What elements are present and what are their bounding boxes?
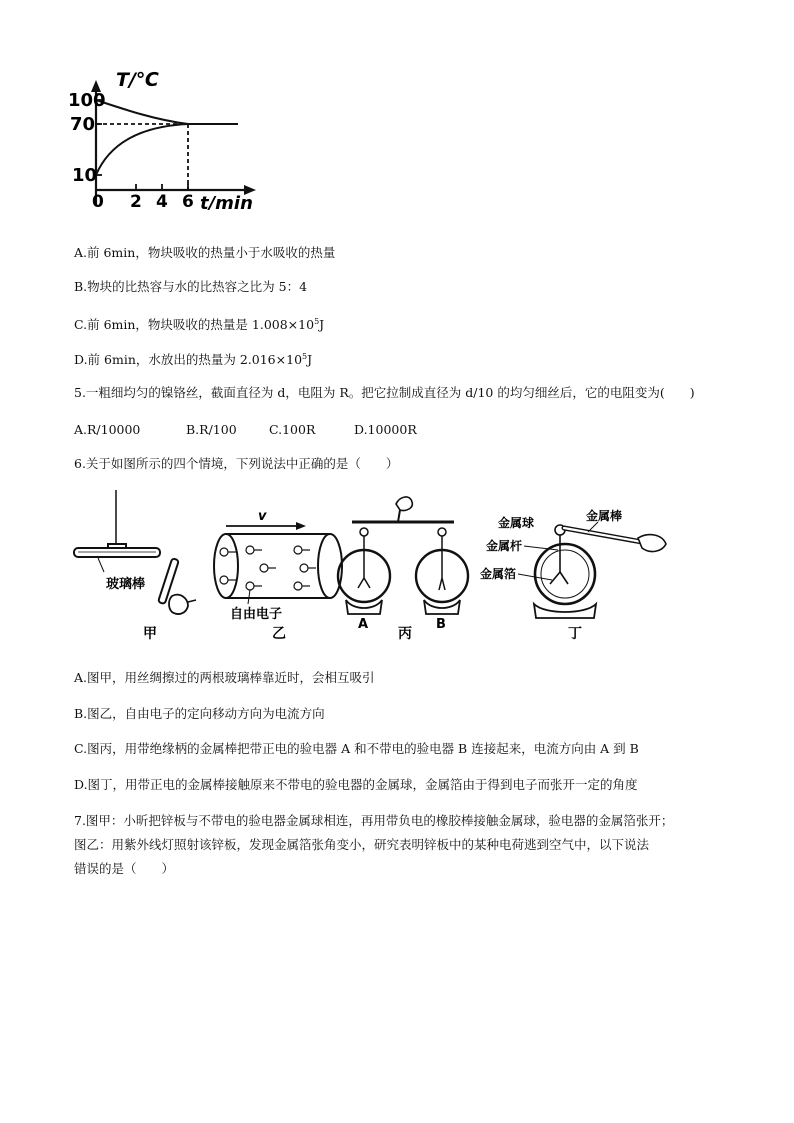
scene-bing-label: 丙 bbox=[398, 626, 412, 642]
q6-option-d: D.图丁，用带正电的金属棒接触原来不带电的验电器的金属球，金属箔由于得到电子而张开一定的角度 bbox=[74, 777, 638, 792]
scene-bing bbox=[338, 497, 468, 642]
y-tick-10: 10 bbox=[72, 165, 98, 186]
x-tick-4: 4 bbox=[156, 192, 168, 210]
q4-option-c-unit: J bbox=[319, 317, 325, 332]
velocity-label: v bbox=[258, 509, 267, 524]
scene-yi bbox=[214, 509, 342, 642]
metal-ball-label: 金属球 bbox=[498, 516, 535, 530]
metal-rod-top-label: 金属棒 bbox=[586, 509, 623, 523]
q6-stem: 6.关于如图所示的四个情境，下列说法中正确的是（ ） bbox=[74, 456, 399, 471]
q5-stem: 5.一粗细均匀的镍铬丝，截面直径为 d，电阻为 R。把它拉制成直径为 d/10 的均匀细丝后，它的电阻变为( ) bbox=[74, 385, 695, 400]
scene-jia bbox=[74, 490, 196, 642]
q5-option-c: C.100R bbox=[269, 422, 316, 437]
q5-option-d: D.10000R bbox=[354, 422, 417, 437]
q4-option-c-exponent: 5 bbox=[314, 317, 320, 326]
electroscope-a-label: A bbox=[358, 617, 369, 632]
q7-stem-line-3: 错误的是（ ） bbox=[74, 861, 175, 876]
q4-option-d bbox=[74, 349, 312, 368]
q7-stem-line-2: 图乙：用紫外线灯照射该锌板，发现金属箔张角变小，研究表明锌板中的某种电荷逃到空气中，以下说法 bbox=[74, 837, 650, 852]
q4-option-a: A.前 6min，物块吸收的热量小于水吸收的热量 bbox=[74, 245, 336, 260]
q7-stem-line-1: 7.图甲：小昕把锌板与不带电的验电器金属球相连，再用带负电的橡胶棒接触金属球，验电器的金属箔张开； bbox=[74, 813, 674, 828]
x-tick-0: 0 bbox=[92, 192, 104, 210]
q6-option-c: C.图丙，用带绝缘柄的金属棒把带正电的验电器 A 和不带电的验电器 B 连接起来，电流方向由 A 到 B bbox=[74, 741, 639, 756]
q4-option-d-text: D.前 6min，水放出的热量为 2.016×10 bbox=[74, 352, 303, 367]
q4-option-b: B.物块的比热容与水的比热容之比为 5：4 bbox=[74, 279, 308, 294]
scene-yi-label: 乙 bbox=[272, 626, 286, 642]
x-tick-6: 6 bbox=[182, 192, 194, 210]
q6-option-a: A.图甲，用丝绸擦过的两根玻璃棒靠近时，会相互吸引 bbox=[74, 670, 375, 685]
temperature-time-graph bbox=[66, 70, 266, 210]
scene-jia-label: 甲 bbox=[143, 626, 157, 642]
q4-option-c bbox=[74, 314, 324, 333]
y-tick-70: 70 bbox=[70, 114, 96, 135]
x-tick-2: 2 bbox=[130, 192, 142, 210]
q6-option-b: B.图乙，自由电子的定向移动方向为电流方向 bbox=[74, 706, 325, 721]
glass-rod-label: 玻璃棒 bbox=[106, 577, 146, 592]
q5-option-b: B.R/100 bbox=[186, 422, 237, 437]
metal-rod-label: 金属杆 bbox=[486, 539, 523, 553]
metal-foil-label: 金属箔 bbox=[480, 567, 517, 581]
y-tick-100: 100 bbox=[68, 90, 106, 111]
q5-option-a: A.R/10000 bbox=[74, 422, 141, 437]
q6-four-scenes-figure bbox=[68, 488, 688, 648]
free-electron-label: 自由电子 bbox=[230, 607, 283, 622]
y-axis-label: T/℃ bbox=[116, 70, 159, 91]
scene-ding-label: 丁 bbox=[568, 626, 582, 642]
electroscope-b-label: B bbox=[436, 617, 446, 632]
q4-option-c-text: C.前 6min，物块吸收的热量是 1.008×10 bbox=[74, 317, 315, 332]
q4-option-d-unit: J bbox=[307, 352, 313, 367]
q4-option-d-exponent: 5 bbox=[302, 352, 308, 361]
scene-ding bbox=[480, 508, 666, 642]
x-axis-label: t/min bbox=[200, 193, 253, 210]
